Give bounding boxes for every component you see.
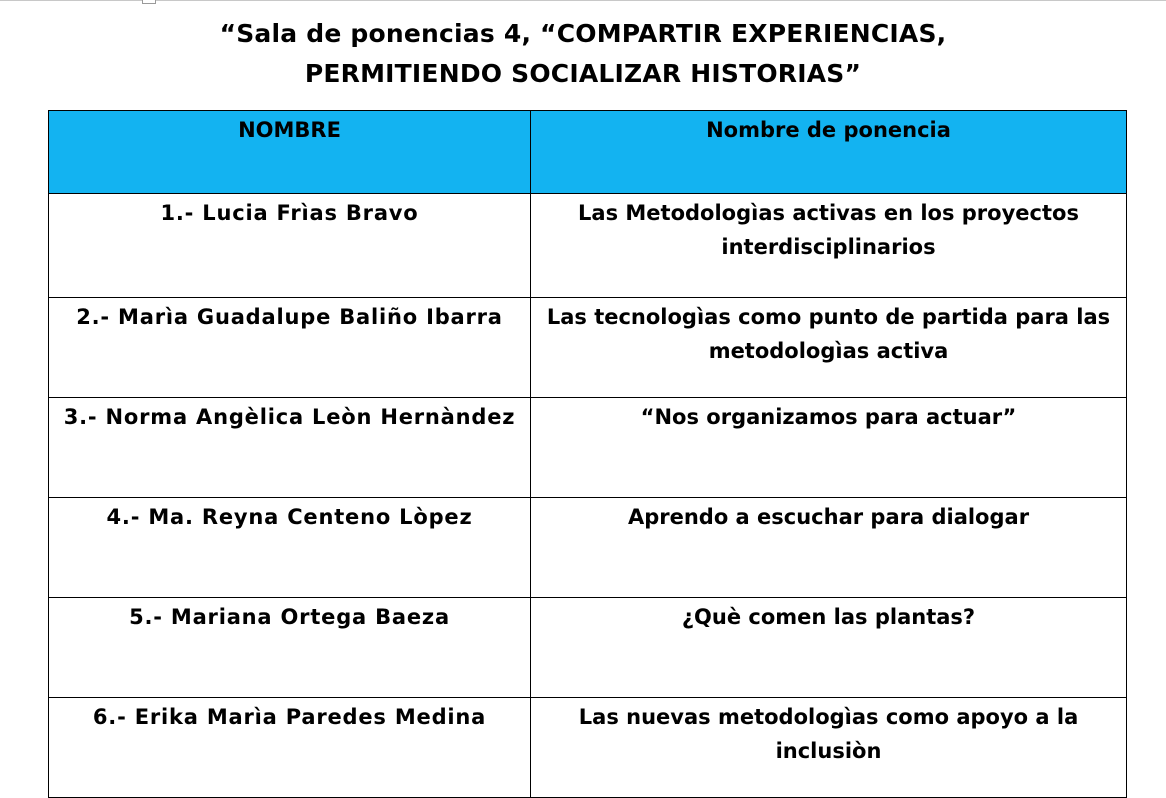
speaker-name: 3.- Norma Angèlica Leòn Hernàndez [49,398,531,498]
header-name: NOMBRE [49,111,531,194]
talk-title: Las Metodologìas activas en los proyectos interdisciplinarios [531,194,1127,298]
speaker-name: 6.- Erika Marìa Paredes Medina [49,698,531,798]
speaker-name: 1.- Lucia Frìas Bravo [49,194,531,298]
table-row [49,598,1127,698]
document-title [0,14,1166,94]
table-row [49,194,1127,298]
speaker-name: 2.- Marìa Guadalupe Baliño Ibarra [49,298,531,398]
talk-title: “Nos organizamos para actuar” [531,398,1127,498]
table-header-row [49,111,1127,194]
table-row [49,698,1127,798]
talk-title: ¿Què comen las plantas? [531,598,1127,698]
talk-title: Aprendo a escuchar para dialogar [531,498,1127,598]
table-row [49,398,1127,498]
talk-title: Las nuevas metodologìas como apoyo a la inclusiòn [531,698,1127,798]
table-row [49,498,1127,598]
page-corner-marker [142,0,156,4]
talk-title: Las tecnologìas como punto de partida para las metodologìas activa [531,298,1127,398]
table-row [49,298,1127,398]
page-top-border [0,0,1166,1]
title-line-2: PERMITIENDO SOCIALIZAR HISTORIAS” [304,59,862,88]
header-talk: Nombre de ponencia [531,111,1127,194]
title-line-1: “Sala de ponencias 4, “COMPARTIR EXPERIENCIAS, [219,19,947,48]
speakers-table [48,110,1127,798]
speaker-name: 5.- Mariana Ortega Baeza [49,598,531,698]
speaker-name: 4.- Ma. Reyna Centeno Lòpez [49,498,531,598]
